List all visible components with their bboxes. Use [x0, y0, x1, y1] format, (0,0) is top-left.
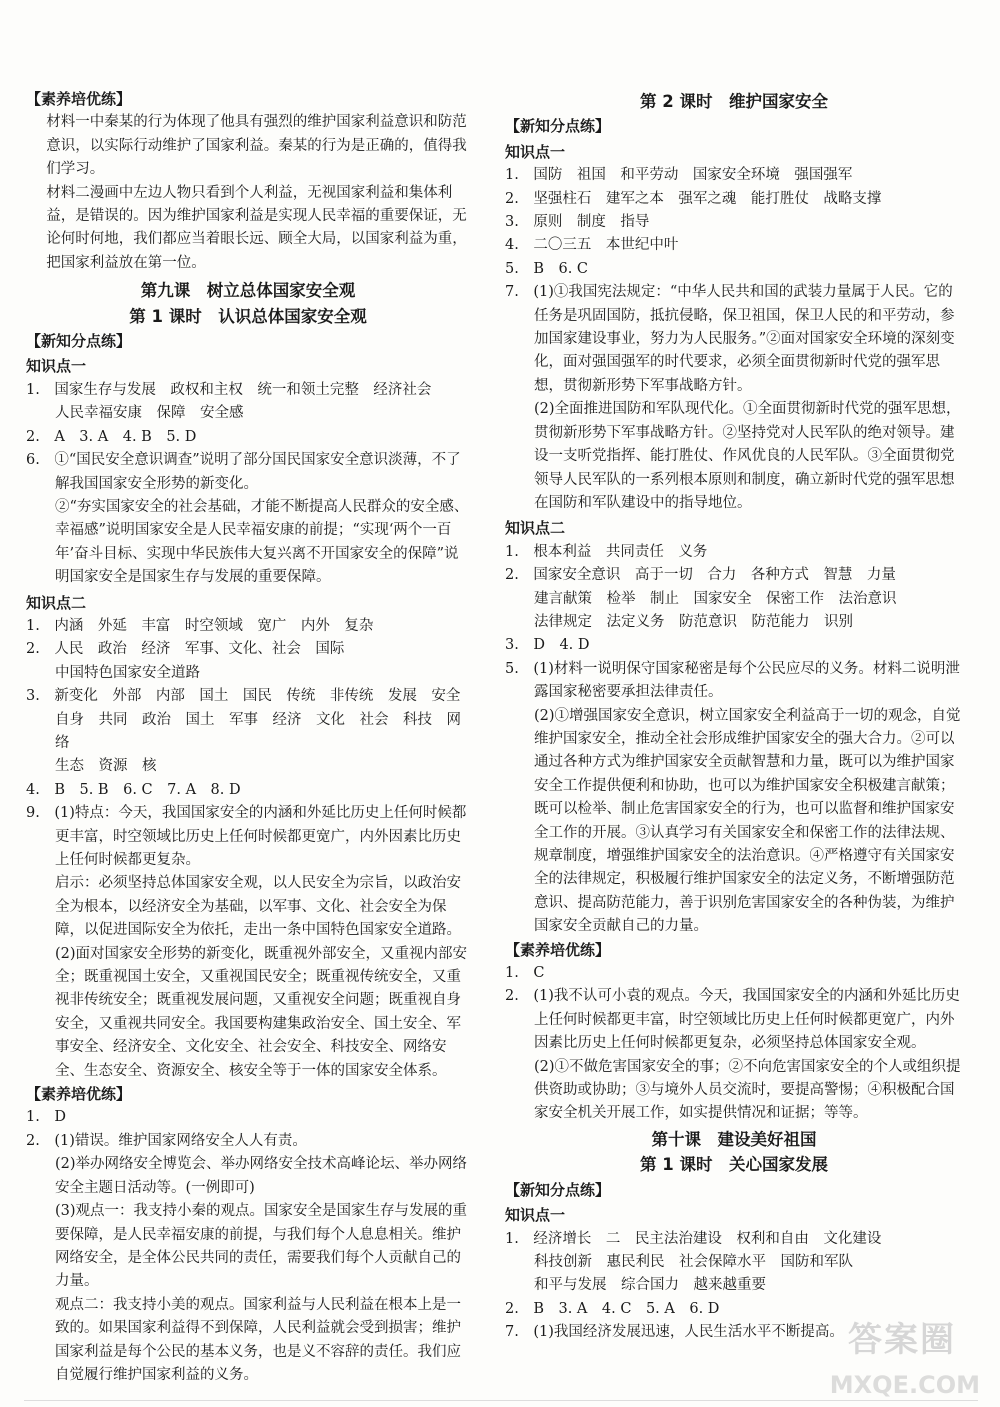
period-title: 第 2 课时 维护国家安全	[640, 92, 828, 111]
answer-item: 1. C	[505, 965, 545, 982]
answer-item: 中国特色国家安全道路	[55, 664, 200, 681]
answer-item: 自身 共同 政治 国土 军事 经济 文化 社会 科技 网络	[55, 711, 461, 751]
answer-item: ②“夯实国家安全的社会基础，才能不断提高人民群众的安全感、幸福感”说明国家安全是人民幸福安康的前提；“实现‘两个一百年’奋斗目标、实现中华民族伟大复兴离不开国家安全的保障”说明国家安全是国家生存与发展的重要保障。	[55, 498, 469, 586]
answer-item: 生态 资源 核	[55, 758, 157, 775]
answer-item: 4. B 5. B 6. C 7. A 8. D	[26, 781, 241, 798]
section-heading: 【新知分点练】	[505, 117, 611, 136]
answer-item: 2. (1)我不认可小袁的观点。今天，我国国家安全的内涵和外延比历史上任何时候都更丰富，时空领域比历史上任何时候都更宽广，内外因素比历史上任何时候都更复杂，必须坚持总体国家安全观。	[505, 988, 960, 1052]
answer-item: 1. 经济增长 二 民主法治建设 权利和自由 文化建设	[505, 1230, 882, 1247]
lesson-title: 第十课 建设美好祖国	[651, 1129, 817, 1149]
section-heading: 【素养培优练】	[26, 1085, 132, 1104]
section-heading: 【素养培优练】	[26, 90, 132, 108]
answer-item: 法律规定 法定义务 防范意识 防范能力 识别	[534, 613, 853, 630]
watermark-url: MXQE.COM	[829, 1370, 980, 1399]
knowledge-point-heading: 知识点一	[505, 142, 566, 161]
answer-item: 3. 新变化 外部 内部 国土 国民 传统 非传统 发展 安全	[26, 688, 461, 705]
answer-item: 和平与发展 综合国力 越来越重要	[534, 1277, 766, 1294]
answer-item: (2)面对国家安全形势的新变化，既重视外部安全，又重视内部安全；既重视国土安全，又重视国民安全；既重视传统安全，又重视非传统安全；既重视发展问题，又重视安全问题；既重视自身安全，又重视共同安全。我国要构建集政治安全、国土安全、军事安全、经济安全、文化安全、社会安全、科技安全、网络安全、生态安全、资源安全、核安全等于一体的国家安全体系。	[55, 945, 468, 1079]
paragraph: 材料二漫画中左边人物只看到个人利益，无视国家利益和集体利益，是错误的。因为维护国家利益是实现人民幸福的重要保证，无论何时何地，我们都应当着眼长远、顾全大局，以国家利益为重，把国家利益放在第一位。	[46, 184, 467, 271]
section-heading: 【素养培优练】	[505, 940, 611, 959]
answer-item: 2. 坚强柱石 建军之本 强军之魂 能打胜仗 战略支撑	[505, 190, 882, 207]
answer-item: 1. D	[26, 1109, 66, 1126]
answer-item: 2. 人民 政治 经济 军事、文化、社会 国际	[26, 641, 345, 658]
lesson-title: 第九课 树立总体国家安全观	[140, 281, 356, 301]
answer-item: 1. 国防 祖国 和平劳动 国家安全环境 强国强军	[505, 167, 853, 184]
answer-item: 2. A 3. A 4. B 5. D	[26, 428, 197, 445]
answer-item: 科技创新 惠民利民 社会保障水平 国防和军队	[534, 1253, 853, 1270]
answer-item: 建言献策 检举 制止 国家安全 保密工作 法治意识	[534, 590, 897, 607]
answer-item: 7. (1)①我国宪法规定：“中华人民共和国的武装力量属于人民。它的任务是巩固国防，抵抗侵略，保卫祖国，保卫人民的和平劳动，参加国家建设事业，努力为人民服务。”②面对国家安全环境的深刻变化，面对强国强军的时代要求，必须全面贯彻新时代党的强军思想，贯彻新形势下军事战略方针。	[505, 284, 955, 394]
left-column	[26, 88, 470, 1387]
watermark-logo-text: 答案圈	[848, 1320, 956, 1360]
answer-item: 1. 内涵 外延 丰富 时空领域 宽广 内外 复杂	[26, 617, 374, 634]
right-column	[505, 88, 963, 1345]
answer-item: (2)①不做危害国家安全的事；②不向危害国家安全的个人或组织提供资助或协助；③与境外人员交流时，要提高警惕；④积极配合国家安全机关开展工作，如实提供情况和证据；等等。	[534, 1058, 961, 1122]
answer-item: 人民幸福安康 保障 安全感	[55, 405, 244, 422]
answer-item: 5. B 6. C	[505, 260, 589, 277]
answer-item: 观点二：我支持小美的观点。国家利益与人民利益在根本上是一致的。如果国家利益得不到保障，人民利益就会受到损害；维护国家利益是每个公民的基本义务，也是义不容辞的责任。我们应自觉履行维护国家利益的义务。	[55, 1296, 461, 1383]
site-watermark	[786, 1320, 986, 1399]
answer-item: 9. (1)特点：今天，我国国家安全的内涵和外延比历史上任何时候都更丰富，时空领域比历史上任何时候都更宽广，内外因素比历史上任何时候都更复杂。	[26, 805, 467, 868]
period-title: 第 1 课时 关心国家发展	[640, 1155, 828, 1175]
knowledge-point-heading: 知识点二	[505, 519, 566, 538]
answer-item: 7. (1)我国经济发展迅速，人民生活水平不断提高。	[505, 1324, 844, 1341]
answer-item: 1. 国家生存与发展 政权和主权 统一和领土完整 经济社会	[26, 381, 432, 398]
answer-item: (2)全面推进国防和军队现代化。①全面贯彻新时代党的强军思想，贯彻新形势下军事战略方针。②坚持党对人民军队的绝对领导。建设一支听党指挥、能打胜仗、作风优良的人民军队。③全面贯彻党领导人民军队的一系列根本原则和制度，确立新时代党的强军思想在国防和军队建设中的指导地位。	[534, 401, 961, 511]
answer-item: (2)举办网络安全博览会、举办网络安全技术高峰论坛、举办网络安全主题日活动等。(一例即可)	[55, 1156, 468, 1196]
answer-item: 2. (1)错误。维护国家网络安全人人有责。	[26, 1132, 307, 1149]
section-heading: 【新知分点练】	[26, 332, 132, 351]
answer-item: 5. (1)材料一说明保守国家秘密是每个公民应尽的义务。材料二说明泄露国家秘密要承担法律责任。	[505, 660, 960, 701]
section-heading: 【新知分点练】	[505, 1180, 611, 1199]
answer-item: 3. D 4. D	[505, 637, 590, 654]
answer-item: (2)①增强国家安全意识，树立国家安全利益高于一切的观念，自觉维护国家安全，推动全社会形成维护国家安全的强大合力。②可以通过各种方式为维护国家安全贡献智慧和力量，既可以为维护国家安全工作提供便利和协助，也可以为维护国家安全积极建言献策；既可以检举、制止危害国家安全的行为，也可以监督和维护国家安全工作的开展。③认真学习有关国家安全和保密工作的法律法规、规章制度，增强维护国家安全的法治意识。④严格遵守有关国家安全的法律规定，积极履行维护国家安全的法定义务，不断增强防范意识、提高防范能力，善于识别危害国家安全的各种伪装，为维护国家安全贡献自己的力量。	[534, 707, 961, 935]
answer-item: 4. 二〇三五 本世纪中叶	[505, 237, 679, 254]
period-title: 第 1 课时 认识总体国家安全观	[129, 306, 367, 326]
knowledge-point-heading: 知识点一	[26, 357, 87, 376]
answer-item: (3)观点一：我支持小秦的观点。国家安全是国家生存与发展的重要保障，是人民幸福安康的前提，与我们每个人息息相关。维护网络安全，是全体公民共同的责任，需要我们每个人贡献自己的力量。	[55, 1203, 468, 1290]
answer-item: 6. ①“国民安全意识调查”说明了部分国民国家安全意识淡薄，不了解我国国家安全形势的新变化。	[26, 452, 461, 492]
answer-item: 2. 国家安全意识 高于一切 合力 各种方式 智慧 力量	[505, 567, 896, 584]
answer-item: 1. 根本利益 共同责任 义务	[505, 543, 708, 560]
bottom-rule	[24, 1400, 978, 1401]
knowledge-point-heading: 知识点二	[26, 593, 87, 612]
answer-item: 2. B 3. A 4. C 5. A 6. D	[505, 1300, 720, 1317]
paragraph: 材料一中秦某的行为体现了他具有强烈的维护国家利益意识和防范意识，以实际行动维护了国家利益。秦某的行为是正确的，值得我们学习。	[46, 114, 467, 178]
knowledge-point-heading: 知识点一	[505, 1206, 566, 1225]
answer-item: 3. 原则 制度 指导	[505, 214, 650, 231]
answer-item: 启示：必须坚持总体国家安全观，以人民安全为宗旨，以政治安全为根本，以经济安全为基础，以军事、文化、社会安全为保障，以促进国际安全为依托，走出一条中国特色国家安全道路。	[55, 875, 461, 939]
